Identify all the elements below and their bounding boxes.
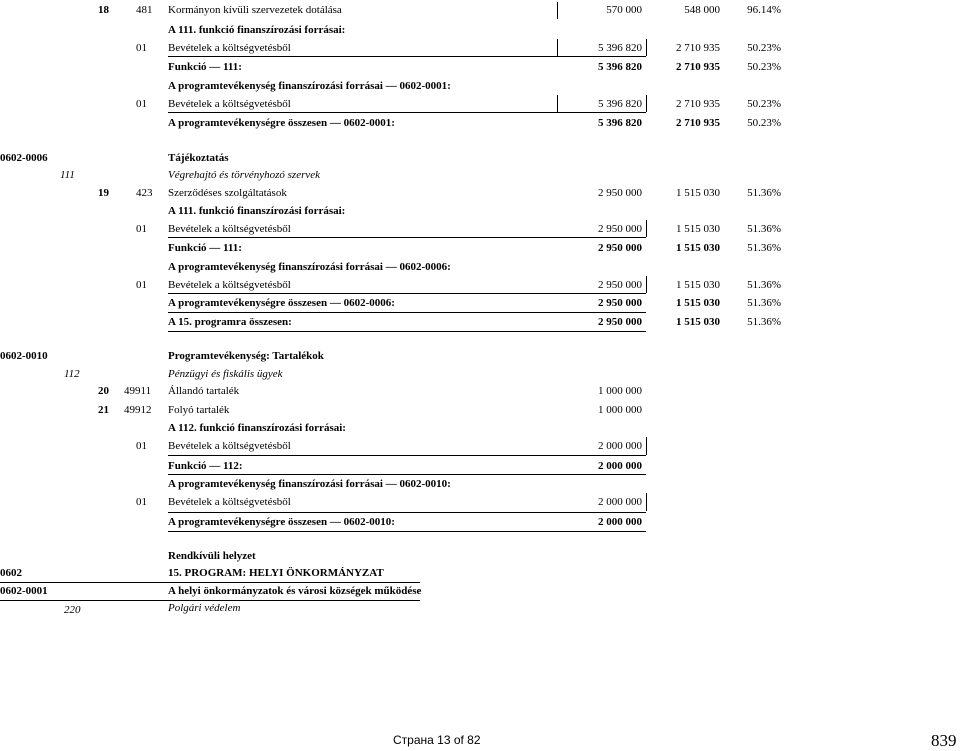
function-label: Végrehajtó és törvényhozó szervek (168, 169, 321, 181)
source-code: 01 (136, 98, 147, 110)
function-total-label: Funkció — 111: (168, 242, 242, 254)
divider (646, 276, 647, 293)
divider (646, 220, 647, 237)
row-number: 21 (98, 404, 109, 416)
value-percent: 51.36% (747, 297, 781, 309)
program-total-label: A programtevékenységre összesen — 0602-0010: (168, 516, 395, 528)
divider (557, 39, 558, 56)
source-code: 01 (136, 42, 147, 54)
divider (0, 600, 420, 601)
value-planned: 1 000 000 (598, 385, 642, 397)
value-percent: 51.36% (747, 316, 781, 328)
value-executed: 1 515 030 (676, 297, 720, 309)
source-label: Bevételek a költségvetésből (168, 279, 291, 291)
source-code: 01 (136, 440, 147, 452)
function-code: 220 (64, 604, 81, 616)
page-footer: Страна 13 of 82 (393, 733, 481, 747)
program-code: 0602 (0, 567, 22, 579)
function-source-header: A 111. funkció finanszírozási forrásai: (168, 24, 346, 36)
value-executed: 2 710 935 (676, 117, 720, 129)
divider (168, 112, 646, 113)
program-source-header: A programtevékenység finanszírozási forrásai — 0602-0006: (168, 261, 451, 273)
source-label: Bevételek a költségvetésből (168, 440, 291, 452)
value-percent: 51.36% (747, 242, 781, 254)
program-activity-title: Programtevékenység: Tartalékok (168, 350, 324, 362)
function-label: Polgári védelem (168, 602, 241, 614)
value-percent: 51.36% (747, 187, 781, 199)
value-executed: 1 515 030 (676, 223, 720, 235)
program-total-label: A programtevékenységre összesen — 0602-0006: (168, 297, 395, 309)
program-activity-code: 0602-0001 (0, 585, 48, 597)
divider (168, 455, 646, 456)
value-percent: 50.23% (747, 42, 781, 54)
function-label: Pénzügyi és fiskális ügyek (168, 368, 283, 380)
divider (168, 331, 646, 332)
program-activity-title: A helyi önkormányzatok és városi községek működése (168, 585, 422, 597)
value-executed: 548 000 (684, 4, 720, 16)
value-planned: 2 950 000 (598, 242, 642, 254)
value-planned: 2 000 000 (598, 460, 642, 472)
divider (168, 474, 646, 475)
value-planned: 2 950 000 (598, 223, 642, 235)
economic-code: 481 (136, 4, 153, 16)
economic-code: 49912 (124, 404, 152, 416)
value-planned: 2 950 000 (598, 279, 642, 291)
source-code: 01 (136, 223, 147, 235)
divider (168, 56, 646, 57)
value-percent: 50.23% (747, 61, 781, 73)
program-title: 15. PROGRAM: HELYI ÖNKORMÁNYZAT (168, 567, 384, 579)
value-planned: 570 000 (606, 4, 642, 16)
value-percent: 96.14% (747, 4, 781, 16)
source-label: Bevételek a költségvetésből (168, 223, 291, 235)
row-label: Szerződéses szolgáltatások (168, 187, 287, 199)
divider (168, 531, 646, 532)
source-label: Bevételek a költségvetésből (168, 98, 291, 110)
divider (168, 512, 646, 513)
source-code: 01 (136, 279, 147, 291)
value-planned: 2 950 000 (598, 316, 642, 328)
program-activity-code: 0602-0006 (0, 152, 48, 164)
function-source-header: A 111. funkció finanszírozási forrásai: (168, 205, 346, 217)
divider (168, 293, 646, 294)
value-planned: 2 000 000 (598, 516, 642, 528)
function-code: 111 (60, 169, 75, 181)
row-number: 19 (98, 187, 109, 199)
function-code: 112 (64, 368, 80, 380)
source-label: Bevételek a költségvetésből (168, 496, 291, 508)
divider (557, 95, 558, 112)
economic-code: 423 (136, 187, 153, 199)
divider (168, 237, 646, 238)
source-label: Bevételek a költségvetésből (168, 42, 291, 54)
function-total-label: Funkció — 112: (168, 460, 243, 472)
divider (557, 2, 558, 19)
divider (646, 493, 647, 511)
program-activity-code: 0602-0010 (0, 350, 48, 362)
divider (0, 582, 420, 583)
value-planned: 2 000 000 (598, 496, 642, 508)
value-executed: 2 710 935 (676, 42, 720, 54)
divider (646, 95, 647, 112)
value-percent: 50.23% (747, 117, 781, 129)
program-activity-title: Tájékoztatás (168, 152, 229, 164)
value-planned: 2 000 000 (598, 440, 642, 452)
value-percent: 51.36% (747, 279, 781, 291)
value-executed: 2 710 935 (676, 61, 720, 73)
program-source-header: A programtevékenység finanszírozási forrásai — 0602-0001: (168, 80, 451, 92)
value-executed: 1 515 030 (676, 316, 720, 328)
program-source-header: A programtevékenység finanszírozási forrásai — 0602-0010: (168, 478, 451, 490)
value-planned: 2 950 000 (598, 187, 642, 199)
value-planned: 2 950 000 (598, 297, 642, 309)
divider (646, 39, 647, 56)
program-total-label: A programtevékenységre összesen — 0602-0001: (168, 117, 395, 129)
economic-code: 49911 (124, 385, 152, 397)
row-label: Állandó tartalék (168, 385, 240, 397)
row-number: 18 (98, 4, 109, 16)
value-executed: 1 515 030 (676, 242, 720, 254)
value-executed: 2 710 935 (676, 98, 720, 110)
program-grand-total-label: A 15. programra összesen: (168, 316, 292, 328)
value-planned: 5 396 820 (598, 42, 642, 54)
value-executed: 1 515 030 (676, 279, 720, 291)
row-number: 20 (98, 385, 109, 397)
value-planned: 1 000 000 (598, 404, 642, 416)
value-executed: 1 515 030 (676, 187, 720, 199)
source-code: 01 (136, 496, 147, 508)
value-planned: 5 396 820 (598, 98, 642, 110)
function-source-header: A 112. funkció finanszírozási forrásai: (168, 422, 346, 434)
function-total-label: Funkció — 111: (168, 61, 242, 73)
section-title: Rendkívüli helyzet (168, 550, 256, 562)
page-number: 839 (931, 731, 957, 750)
row-label: Folyó tartalék (168, 404, 230, 416)
value-percent: 50.23% (747, 98, 781, 110)
divider (646, 437, 647, 455)
value-planned: 5 396 820 (598, 117, 642, 129)
divider (168, 312, 646, 313)
value-planned: 5 396 820 (598, 61, 642, 73)
row-label: Kormányon kívüli szervezetek dotálása (168, 4, 342, 16)
value-percent: 51.36% (747, 223, 781, 235)
